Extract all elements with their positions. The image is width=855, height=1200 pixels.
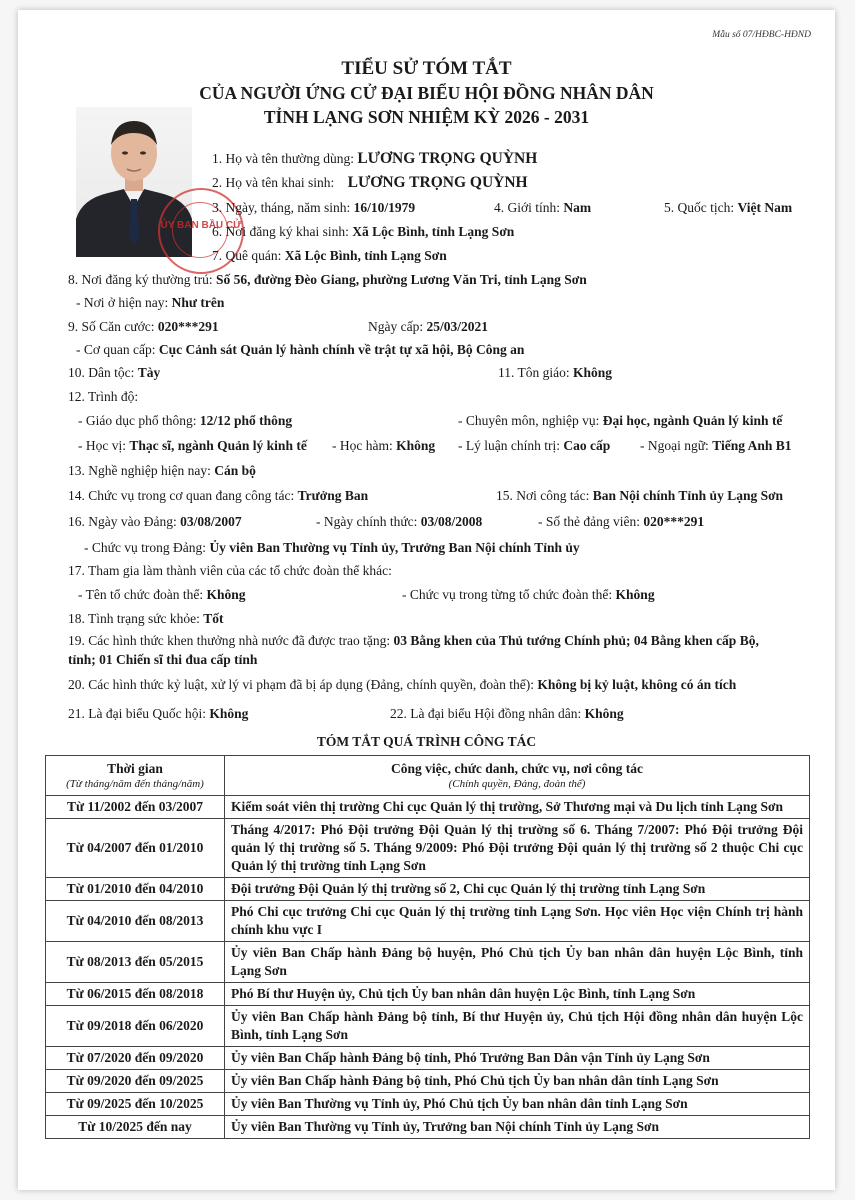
row-period: Từ 04/2007 đến 01/2010	[46, 819, 225, 878]
field-12a	[78, 413, 292, 429]
field-3-label: 3. Ngày, tháng, năm sinh:	[212, 200, 351, 215]
field-12a-value: 12/12 phổ thông	[199, 413, 293, 428]
row-period: Từ 01/2010 đến 04/2010	[46, 878, 225, 901]
row-period: Từ 11/2002 đến 03/2007	[46, 796, 225, 819]
field-12a-label: - Giáo dục phổ thông:	[78, 413, 197, 428]
doc-term: TỈNH LẠNG SƠN NHIỆM KỲ 2026 - 2031	[263, 107, 590, 127]
table-row	[46, 1006, 810, 1047]
field-5-value: Việt Nam	[737, 200, 793, 215]
field-5-label: 5. Quốc tịch:	[664, 200, 735, 215]
field-8	[68, 272, 587, 288]
field-10	[68, 365, 160, 381]
field-11-label: 11. Tôn giáo:	[498, 365, 570, 380]
field-12e-label: - Lý luận chính trị:	[458, 438, 560, 453]
col-desc-header	[225, 756, 810, 796]
row-period: Từ 09/2025 đến 10/2025	[46, 1093, 225, 1116]
table-row	[46, 1070, 810, 1093]
field-22-value: Không	[584, 706, 624, 721]
field-5	[664, 200, 792, 216]
field-18-label: 18. Tình trạng sức khỏe:	[68, 611, 200, 626]
field-8b-value: Như trên	[171, 295, 225, 310]
field-22-label: 22. Là đại biểu Hội đồng nhân dân:	[390, 706, 582, 721]
field-8b	[76, 295, 224, 311]
field-12c	[78, 438, 307, 454]
field-10-value: Tày	[137, 365, 161, 380]
field-8-value: Số 56, đường Đèo Giang, phường Lương Văn Tri, tỉnh Lạng Sơn	[215, 272, 587, 287]
table-header-row	[46, 756, 810, 796]
field-12: 12. Trình độ:	[68, 389, 139, 404]
field-6	[212, 224, 514, 240]
field-7	[212, 248, 447, 264]
field-13-label: 13. Nghề nghiệp hiện nay:	[68, 463, 211, 478]
field-13-value: Cán bộ	[214, 463, 256, 478]
field-14-label: 14. Chức vụ trong cơ quan đang công tác:	[68, 488, 295, 503]
field-14	[68, 488, 368, 504]
field-3	[212, 200, 415, 216]
field-16d-value: Ủy viên Ban Thường vụ Tỉnh ủy, Trưởng Ban Nội chính Tỉnh ủy	[209, 540, 580, 555]
table-row	[46, 1047, 810, 1070]
field-13	[68, 463, 256, 479]
field-3-value: 16/10/1979	[353, 200, 416, 215]
field-16b-value: 03/08/2008	[420, 514, 483, 529]
field-2-label: 2. Họ và tên khai sinh:	[212, 175, 335, 190]
field-9-value: 020***291	[157, 319, 219, 334]
field-16d-label: - Chức vụ trong Đảng:	[84, 540, 207, 555]
row-description: Đội trưởng Đội Quản lý thị trường số 2, Chi cục Quản lý thị trường tỉnh Lạng Sơn	[225, 878, 810, 901]
field-10-label: 10. Dân tộc:	[68, 365, 135, 380]
table-row	[46, 1093, 810, 1116]
field-2	[212, 175, 528, 191]
field-19-value: 03 Bằng khen của Thủ tướng Chính phủ; 04 Bằng khen cấp Bộ,	[393, 633, 759, 648]
field-16-value: 03/08/2007	[180, 514, 242, 529]
row-period: Từ 07/2020 đến 09/2020	[46, 1047, 225, 1070]
field-17: 17. Tham gia làm thành viên của các tổ chức đoàn thể khác:	[68, 563, 392, 578]
field-7-label: 7. Quê quán:	[212, 248, 282, 263]
row-description: Ủy viên Ban Chấp hành Đảng bộ tỉnh, Bí thư Huyện ủy, Chủ tịch Hội đồng nhân dân huyện Lộc Bình, tỉnh Lạng Sơn	[225, 1006, 810, 1047]
field-20-label: 20. Các hình thức kỷ luật, xử lý vi phạm đã bị áp dụng (Đảng, chính quyền, đoàn thể):	[68, 677, 535, 692]
field-4	[494, 200, 591, 216]
col-period-title: Thời gian	[107, 761, 163, 776]
field-16c-label: - Số thẻ đảng viên:	[538, 514, 640, 529]
table-row	[46, 901, 810, 942]
row-period: Từ 06/2015 đến 08/2018	[46, 983, 225, 1006]
row-description: Tháng 4/2017: Phó Đội trưởng Đội Quản lý thị trường số 6. Tháng 7/2007: Phó Đội trưởng Đội quản lý thị trường số 5. Tháng 9/2009: Phó Đội trưởng Đội quản lý thị trường số 2 thuộc Chi cục Quản lý thị trường tỉnh Lạng Sơn	[225, 819, 810, 878]
field-12b-label: - Chuyên môn, nghiệp vụ:	[458, 413, 600, 428]
field-16	[68, 514, 242, 530]
field-17a	[78, 587, 246, 603]
field-22	[390, 706, 624, 722]
work-history-title: TÓM TẮT QUÁ TRÌNH CÔNG TÁC	[316, 734, 537, 749]
field-6-value: Xã Lộc Bình, tỉnh Lạng Sơn	[352, 224, 515, 239]
document-page	[18, 10, 835, 1190]
col-desc-title: Công việc, chức danh, chức vụ, nơi công tác	[390, 761, 644, 776]
field-9-date	[368, 319, 488, 335]
field-8-label: 8. Nơi đăng ký thường trú:	[68, 272, 213, 287]
field-16-label: 16. Ngày vào Đảng:	[68, 514, 177, 529]
col-period-subtitle: (Từ tháng/năm đến tháng/năm)	[66, 778, 204, 790]
field-2-value: LƯƠNG TRỌNG QUỲNH	[347, 174, 528, 191]
field-9-date-label: Ngày cấp:	[368, 319, 424, 334]
row-description: Kiểm soát viên thị trường Chi cục Quản lý thị trường, Sở Thương mại và Du lịch tỉnh Lạng Sơn	[225, 796, 810, 819]
field-12c-label: - Học vị:	[78, 438, 126, 453]
field-16c-value: 020***291	[643, 514, 705, 529]
row-period: Từ 09/2020 đến 09/2025	[46, 1070, 225, 1093]
field-8b-label: - Nơi ở hiện nay:	[76, 295, 169, 310]
field-19-cont	[68, 652, 257, 668]
field-17b-label: - Chức vụ trong từng tổ chức đoàn thể:	[402, 587, 613, 602]
field-12f-label: - Ngoại ngữ:	[640, 438, 709, 453]
form-number: Mẫu số 07/HĐBC-HĐND	[712, 30, 811, 40]
field-1-label: 1. Họ và tên thường dùng:	[212, 151, 354, 166]
field-12c-value: Thạc sĩ, ngành Quản lý kinh tế	[129, 438, 307, 453]
doc-title: TIỂU SỬ TÓM TẮT	[341, 58, 512, 79]
field-9b-value: Cục Cảnh sát Quản lý hành chính về trật tự xã hội, Bộ Công an	[158, 342, 525, 357]
stamp-text: ỦY BAN BẦU CỬ	[160, 220, 242, 231]
field-20-value: Không bị kỷ luật, không có án tích	[537, 677, 737, 692]
field-1	[212, 151, 537, 167]
table-row	[46, 878, 810, 901]
table-row	[46, 819, 810, 878]
row-description: Ủy viên Ban Thường vụ Tỉnh ủy, Phó Chủ tịch Ủy ban nhân dân tỉnh Lạng Sơn	[225, 1093, 810, 1116]
row-period: Từ 04/2010 đến 08/2013	[46, 901, 225, 942]
row-description: Phó Chi cục trưởng Chi cục Quản lý thị trường tỉnh Lạng Sơn. Học viên Học viện Chính trị hành chính khu vực I	[225, 901, 810, 942]
field-20	[68, 677, 736, 693]
field-16c	[538, 514, 704, 530]
table-row	[46, 1116, 810, 1139]
field-17b	[402, 587, 655, 603]
table-row	[46, 942, 810, 983]
field-9-label: 9. Số Căn cước:	[68, 319, 155, 334]
row-description: Ủy viên Ban Chấp hành Đảng bộ tỉnh, Phó Chủ tịch Ủy ban nhân dân tỉnh Lạng Sơn	[225, 1070, 810, 1093]
field-21-label: 21. Là đại biểu Quốc hội:	[68, 706, 206, 721]
field-16b-label: - Ngày chính thức:	[316, 514, 418, 529]
field-21-value: Không	[209, 706, 249, 721]
field-18-value: Tốt	[203, 611, 224, 626]
field-11-value: Không	[573, 365, 613, 380]
doc-subtitle: CỦA NGƯỜI ỨNG CỬ ĐẠI BIỂU HỘI ĐỒNG NHÂN DÂN	[199, 83, 654, 103]
field-9	[68, 319, 219, 335]
table-row	[46, 983, 810, 1006]
row-description: Phó Bí thư Huyện ủy, Chủ tịch Ủy ban nhân dân huyện Lộc Bình, tỉnh Lạng Sơn	[225, 983, 810, 1006]
field-15	[496, 488, 783, 504]
field-12e-value: Cao cấp	[563, 438, 611, 453]
field-16b	[316, 514, 482, 530]
field-19-value-cont: tỉnh; 01 Chiến sĩ thi đua cấp tỉnh	[68, 652, 258, 667]
field-11	[498, 365, 612, 381]
field-4-value: Nam	[563, 200, 592, 215]
table-row	[46, 796, 810, 819]
field-7-value: Xã Lộc Bình, tỉnh Lạng Sơn	[284, 248, 447, 263]
row-description: Ủy viên Ban Chấp hành Đảng bộ huyện, Phó Chủ tịch Ủy ban nhân dân huyện Lộc Bình, tỉnh Lạng Sơn	[225, 942, 810, 983]
field-9b-label: - Cơ quan cấp:	[76, 342, 156, 357]
field-18	[68, 611, 224, 627]
field-6-label: 6. Nơi đăng ký khai sinh:	[212, 224, 349, 239]
field-21	[68, 706, 248, 722]
field-12b	[458, 413, 782, 429]
field-16d	[84, 540, 580, 556]
row-period: Từ 08/2013 đến 05/2015	[46, 942, 225, 983]
field-9-date-value: 25/03/2021	[426, 319, 488, 334]
col-desc-subtitle: (Chính quyền, Đảng, đoàn thể)	[448, 778, 586, 790]
field-4-label: 4. Giới tính:	[494, 200, 561, 215]
field-19-label: 19. Các hình thức khen thưởng nhà nước đã được trao tặng:	[68, 633, 391, 648]
work-history-table	[45, 755, 810, 1139]
field-17b-value: Không	[615, 587, 655, 602]
field-17a-value: Không	[206, 587, 246, 602]
field-15-label: 15. Nơi công tác:	[496, 488, 590, 503]
row-description: Ủy viên Ban Thường vụ Tỉnh ủy, Trưởng ban Nội chính Tỉnh ủy Lạng Sơn	[225, 1116, 810, 1139]
field-12d-value: Không	[396, 438, 436, 453]
row-period: Từ 10/2025 đến nay	[46, 1116, 225, 1139]
field-17a-label: - Tên tổ chức đoàn thể:	[78, 587, 204, 602]
field-12f-value: Tiếng Anh B1	[712, 438, 792, 453]
field-19	[68, 633, 759, 649]
field-12d-label: - Học hàm:	[332, 438, 393, 453]
field-12d	[332, 438, 435, 454]
field-9b	[76, 342, 524, 358]
col-period-header	[46, 756, 225, 796]
field-12e	[458, 438, 610, 454]
field-12b-value: Đại học, ngành Quản lý kinh tế	[602, 413, 783, 428]
row-period: Từ 09/2018 đến 06/2020	[46, 1006, 225, 1047]
field-14-value: Trưởng Ban	[297, 488, 369, 503]
row-description: Ủy viên Ban Chấp hành Đảng bộ tỉnh, Phó Trưởng Ban Dân vận Tỉnh ủy Lạng Sơn	[225, 1047, 810, 1070]
field-1-value: LƯƠNG TRỌNG QUỲNH	[357, 150, 538, 167]
field-12f	[640, 438, 791, 454]
field-15-value: Ban Nội chính Tỉnh ủy Lạng Sơn	[592, 488, 784, 503]
